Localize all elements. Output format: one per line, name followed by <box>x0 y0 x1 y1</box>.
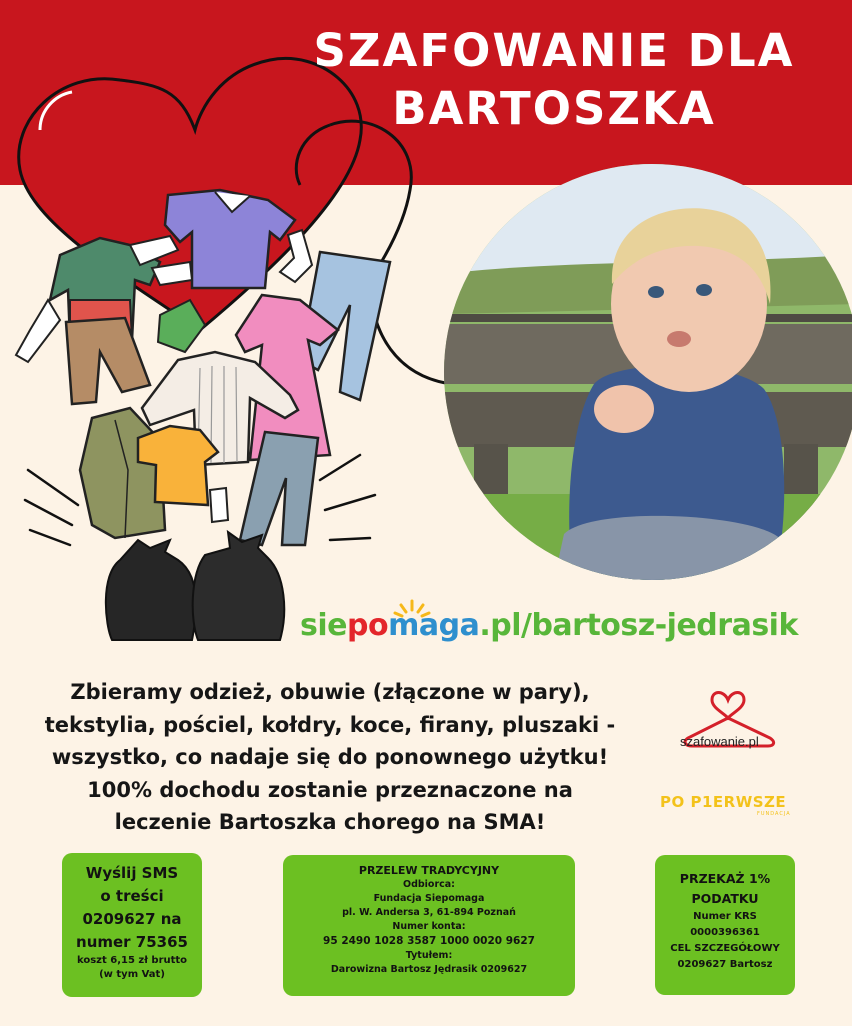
krs-number: 0000396361 <box>690 927 760 938</box>
sms-line: numer 75365 <box>76 933 188 951</box>
sock-bottom-icon <box>210 488 228 522</box>
description-line: wszystko, co nadaje się do ponownego użytku! <box>51 745 609 769</box>
description-line: tekstylia, pościel, kołdry, koce, firany, pluszaki - <box>44 712 616 737</box>
sms-cost: koszt 6,15 zł brutto <box>76 955 188 966</box>
jacket-icon <box>80 408 165 538</box>
description-line: 100% dochodu zostanie przeznaczone na <box>87 777 573 802</box>
po-pierwsze-logo: PO P1ERWSZE <box>660 793 787 811</box>
transfer-heading: PRZELEW TRADYCYJNY <box>358 864 500 877</box>
shorts-icon <box>66 318 150 404</box>
trash-bag-icon <box>106 532 284 640</box>
goal-label: CEL SZCZEGÓŁOWY <box>670 943 780 954</box>
child-photo <box>444 164 852 580</box>
sms-line: Wyślij SMS <box>85 864 179 882</box>
szafowanie-logo-text: szafowanie.pl <box>680 734 759 749</box>
title-line-1: SZAFOWANIE DLA <box>313 24 795 77</box>
link-part-3: maga <box>388 608 480 643</box>
tax-line: PRZEKAŻ 1% <box>679 871 771 886</box>
tax-donation-box <box>655 855 795 995</box>
description-line: leczenie Bartoszka chorego na SMA! <box>114 810 546 834</box>
account-label: Numer konta: <box>392 921 466 932</box>
link-part-4: .pl/bartosz-jedrasik <box>479 608 798 643</box>
sms-line: o treści <box>100 887 164 905</box>
title-value: Darowizna Bartosz Jędrasik 0209627 <box>330 964 528 975</box>
title-label: Tytułem: <box>405 950 453 961</box>
description-line: Zbieramy odzież, obuwie (złączone w pary), <box>70 680 590 704</box>
recipient-address: pl. W. Andersa 3, 61-894 Poznań <box>342 907 516 918</box>
link-part-2: po <box>347 608 389 643</box>
sms-donation-box <box>62 853 202 997</box>
sms-cost-vat: (w tym Vat) <box>99 969 165 980</box>
recipient-label: Odbiorca: <box>403 879 455 890</box>
goal-value: 0209627 Bartosz <box>677 959 773 970</box>
description-text <box>20 676 640 839</box>
link-part-1: sie <box>300 608 347 643</box>
krs-label: Numer KRS <box>693 911 757 922</box>
sms-line: 0209627 na <box>82 910 182 928</box>
po-pierwsze-logo-sub: FUNDACJA <box>757 811 791 817</box>
page-title <box>274 22 834 138</box>
account-number: 95 2490 1028 3587 1000 0020 9627 <box>323 935 535 947</box>
siepomaga-link[interactable] <box>300 608 798 643</box>
tax-line: PODATKU <box>691 891 759 906</box>
bank-transfer-box <box>283 855 575 996</box>
title-line-2: BARTOSZKA <box>392 82 716 135</box>
recipient-name: Fundacja Siepomaga <box>373 893 485 904</box>
